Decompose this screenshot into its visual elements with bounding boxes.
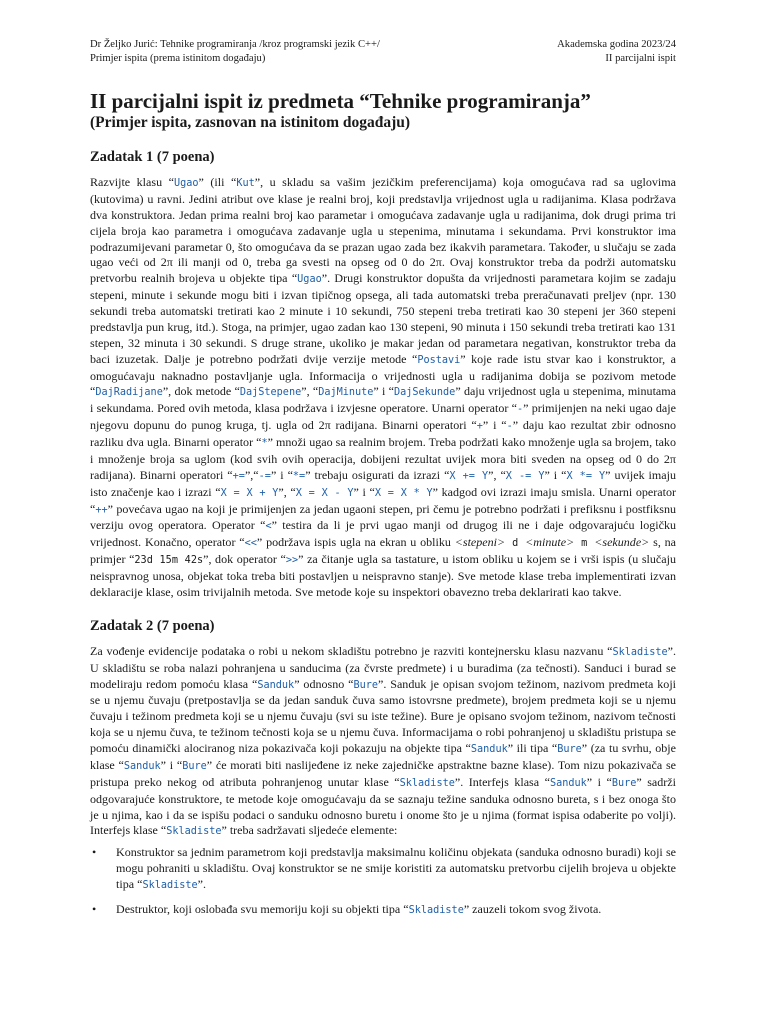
code-term: DajStepene — [239, 387, 302, 399]
text-run: s, na primjer “ — [90, 535, 677, 567]
text-run: ” (ili “ — [198, 175, 237, 189]
text-run: ”, “ — [301, 384, 319, 399]
text-run: ” i “ — [544, 467, 567, 482]
text-run: ” daju vrijednost ugla u stepenima, minutama i sekundama. Pored ovih metoda, klasa podržava i izvjesne operatore. Unarni operator “ — [90, 384, 676, 416]
text-run: Konstruktor sa jednim parametrom koji predstavlja maksimalnu količinu objekata (sanduka odnosno buradi) koji se mogu pohraniti u skladištu. Ovaj konstruktor se ne smije koristiti za automatsku pretvorbu cijelih brojeva u objekte tipa “ — [116, 845, 676, 891]
text-run: ” (za tu svrhu, obje klase “ — [90, 741, 677, 772]
code-term: DajSekunde — [393, 387, 456, 399]
text-run: ” ili tipa “ — [507, 741, 558, 755]
exam-page — [90, 38, 676, 927]
text-run: ”,“ — [244, 467, 259, 482]
text-run: ” podržava ispis ugla na ekran u obliku — [256, 535, 455, 550]
task1-heading: Zadatak 1 (7 poena) — [90, 149, 215, 165]
task2-text — [90, 644, 676, 841]
text-run: ”, “ — [278, 484, 296, 499]
text-run: ” za čitanje ugla sa tastature, u istom obliku u kojem se i vrši ispis (u slučaju neispravnog unosa, objekat toka treba biti postavljen u neispravno stanje). Sve metode klase treba implementirati izvan deklaracije klase, osim trivijalnih metoda. Sve metode koje su inspektori obavezno treba deklarirati kao takve. — [90, 552, 676, 599]
text-run: ”. Interfejs klasa “ — [454, 774, 550, 789]
text-run: ” i “ — [270, 467, 293, 482]
text-run: ” daju kao rezultat zbir odnosno razliku dva ugla. Binarni operator “ — [90, 418, 676, 449]
code-term: * — [261, 438, 268, 449]
page-subtitle: (Primjer ispita, zasnovan na istinitom događaju) — [90, 114, 411, 131]
code-term: Skladiste — [408, 904, 464, 916]
code-term: DajMinute — [318, 387, 374, 399]
code-term: Bure — [611, 777, 637, 789]
code-term: Sanduk — [470, 744, 508, 755]
text-run: ” i “ — [160, 757, 183, 772]
text-run: ” uvijek imaju isto značenje kao i izrazi “ — [90, 467, 676, 499]
text-run: ” i “ — [586, 774, 612, 789]
header-left — [90, 38, 380, 66]
task2-heading: Zadatak 2 (7 poena) — [90, 617, 215, 634]
task1-text — [90, 175, 676, 601]
text-run: ” sadrži odgovarajuće konstruktore, te metode koje omogućavaju da se saznaju težine sanduka odnosno bureta, s i bez onoga što je u njima, kao i da se ispišu podaci o sanduku odnosno buretu i onome što je u njima (format ispisa odaberite po volji). Interfejs klase “ — [90, 774, 676, 838]
text-run: ”. Drugi konstruktor dopušta da vrijednosti parametara kojim se zadaju stepeni, minute i sekunde mogu biti i izvan tipičnog opsega, ali tada automatski treba preračunavati preljev (npr. 130 sekundi treba automatski tretirati kao 2 minute i 10 sekundi, 750 stepeni treba tretirati kao 30 stepeni jer 360 stepeni predstavlja pun krug, itd.). Stoga, na primjer, ugao zadan kao 130 stepeni, 90 minuta i 150 sekundi treba tretirati kao 131 stepen, 32 minuta i 30 sekundi. S druge strane, ukoliko je makar jedan od parametara negativan, konstruktor treba da baci izuzetak. Dalje je potrebno podržati dvije verzije metode “ — [90, 271, 676, 366]
code-term: Bure — [557, 744, 582, 755]
header-exam-note: Primjer ispita (prema istinitom događaju) — [90, 53, 266, 64]
code-term: *= — [292, 470, 306, 482]
code-term: Sanduk — [549, 777, 587, 789]
text-run: ” trebaju osigurati da izrazi “ — [305, 467, 450, 482]
requirements-list — [90, 845, 676, 919]
code-term: + — [476, 421, 483, 433]
text-run: ” i “ — [353, 484, 375, 499]
header-right — [557, 38, 676, 66]
text-run: ” množi ugao sa realnim brojem. Treba podržati kako množenje ugla sa brojem, tako i množenje broja sa uglom (kod svih ovih operacija, dobijeni rezultat uvijek mora biti sveden na opseg od 0 do 2π radijana). Binarni operatori “ — [90, 435, 676, 482]
text-run: ” zauzeli tokom svog života. — [463, 901, 602, 916]
code-term: DajRadijane — [95, 387, 163, 399]
text-run: ” treba sadržavati sljedeće elemente: — [221, 823, 398, 838]
code-term: Skladiste — [166, 826, 222, 838]
text-run: Za vođenje evidencije podataka o robi u nekom skladištu potrebno je razviti kontejnersku klasu nazvanu “ — [90, 643, 613, 658]
list-item — [90, 845, 676, 894]
text-run: ”. Sanduk je opisan svojom težinom, nazivom predmeta koji se u njemu čuvaju (pretpostavlja se da jedan sanduk čuva samo istovrsne predmete), brojem predmeta koji se u njemu čuvaju i težinom predmeta koji se u njemu čuvaju (svi su iste težine). Bure je opisano svojom težinom, nazivom tečnosti koja se u njemu čuva, te težinom tečnosti koja se u njemu čuva. Informacijama o robi pohranjenoj u skladištu pristupa se pomoću dinamički alociranog niza pokazivača koji pokazuju na objekte tipa “ — [90, 676, 677, 755]
text-run: Destruktor, koji oslobađa svu memoriju koji su objekti tipa “ — [116, 901, 409, 916]
text-run: ” i “ — [482, 418, 507, 433]
code-term: Kut — [236, 178, 255, 189]
text-run: ”, dok operator “ — [203, 552, 286, 567]
code-term: Skladiste — [399, 777, 455, 789]
placeholder-term: <sekunde> — [594, 535, 650, 550]
code-term: < — [265, 521, 272, 533]
code-term: += — [232, 470, 245, 482]
mono-text: m — [574, 538, 595, 550]
text-run: ”, u skladu sa vašim jezičkim preferencijama) koja omogućava rad sa uglovima (kutovima) u ravni. Jedini atribut ove klase je realni broj, koji predstavlja vrijednost ugla u radijanima. Klasa podržava dva konstruktora. Jedan prima realni broj kao parametar i omogućava zadavanje ugla u radijanima, dok drugi prima tri cijela broja kao parametra i omogućava zadavanje ugla u stepenima, minutama i sekundama. Prvi konstruktor ima podrazumijevani parametar 0, što omogućava da se prazan ugao zada bez ikakvih parametara. Također, u slučaju se zada ugao veći od 2π ili manji od 0, treba ga svesti na opseg od 0 do 2π. Ovaj konstruktor treba da podrži automatsku pretvorbu realnih brojeva u objekte tipa “ — [90, 175, 676, 286]
bullet-marker: • — [92, 845, 97, 860]
code-term: >> — [285, 555, 299, 567]
text-run: ” koje rade istu stvar kao i konstruktor, a omogućavaju naknadno postavljanje ugla. Informacija o vrijednosti ugla u radijanima dobija se pozivom metode “ — [90, 351, 676, 399]
code-term: - — [506, 421, 513, 433]
mono-text: d — [505, 538, 526, 550]
text-run: ” i “ — [373, 384, 394, 399]
code-term: - — [516, 404, 524, 416]
header-exam-name: II parcijalni ispit — [605, 53, 676, 64]
text-run: ” će morati biti naslijeđene iz neke zajedničke apstraktne bazne klase). Tom nizu pokazivača se pristupa preko nekog od atributa pohranjenog unutar klase “ — [90, 757, 676, 789]
text-run: ”, “ — [488, 467, 506, 482]
code-term: Skladiste — [142, 880, 198, 891]
list-item-text — [116, 902, 601, 916]
text-run: ” primijenjen na neki ugao daje njegovu dopunu do punog kruga, tj. ugla od 2π radijana. Binarni operatori “ — [90, 401, 676, 433]
text-run: ” kadgod ovi izrazi imaju smisla. Unarni operator “ — [90, 484, 676, 516]
text-run: ”. U skladištu se roba nalazi pohranjena u sanducima (za čvrste predmete) i u buradima (za tečnosti). Sanduci i burad se modeliraju redom pomoću klasa “ — [90, 643, 676, 691]
code-term: << — [244, 538, 257, 550]
code-term: Skladiste — [612, 646, 668, 658]
code-term: Ugao — [173, 178, 199, 189]
placeholder-term: <minute> — [525, 535, 575, 550]
code-term: X = X * Y — [374, 487, 433, 499]
placeholder-term: <stepeni> — [454, 535, 506, 550]
text-run: ” testira da li je prvi ugao manji od drugog ili ne i daje odgovarajuću logičku vrijednost. Konačno, operator “ — [90, 518, 676, 550]
code-term: Bure — [353, 679, 379, 691]
code-term: X = X - Y — [295, 487, 354, 499]
text-run: ” povećava ugao na koji je primijenjen za jedan ugaoni stepen, pri čemu je potrebno podržati i prefiksnu i postfiksnu verziju ovog operatora. Operator “ — [90, 501, 676, 533]
code-term: Bure — [182, 760, 207, 772]
list-item — [90, 902, 676, 919]
code-term: Ugao — [297, 274, 322, 286]
code-term: X -= Y — [505, 470, 545, 482]
bullet-marker: • — [92, 901, 97, 916]
code-term: X += Y — [449, 470, 489, 482]
code-term: Sanduk — [257, 679, 295, 691]
page-title: II parcijalni ispit iz predmeta “Tehnike programiranja” — [90, 89, 591, 113]
list-item-text — [116, 845, 676, 891]
text-run: Razvijte klasu “ — [90, 175, 174, 189]
text-run: ”, dok metode “ — [162, 384, 240, 399]
code-term: Sanduk — [123, 760, 161, 772]
code-term: X *= Y — [566, 470, 606, 482]
code-term: ++ — [95, 504, 108, 516]
mono-text: 23d 15m 42s — [134, 555, 204, 567]
header-author-course: Dr Željko Jurić: Tehnike programiranja /kroz programski jezik C++/ — [90, 39, 380, 50]
code-term: Postavi — [417, 354, 461, 366]
page-header — [90, 38, 676, 66]
text-run: ” odnosno “ — [294, 676, 354, 691]
text-run: ”. — [197, 877, 206, 891]
header-academic-year: Akademska godina 2023/24 — [557, 39, 676, 50]
code-term: X = X + Y — [220, 487, 279, 499]
code-term: -= — [258, 470, 271, 482]
